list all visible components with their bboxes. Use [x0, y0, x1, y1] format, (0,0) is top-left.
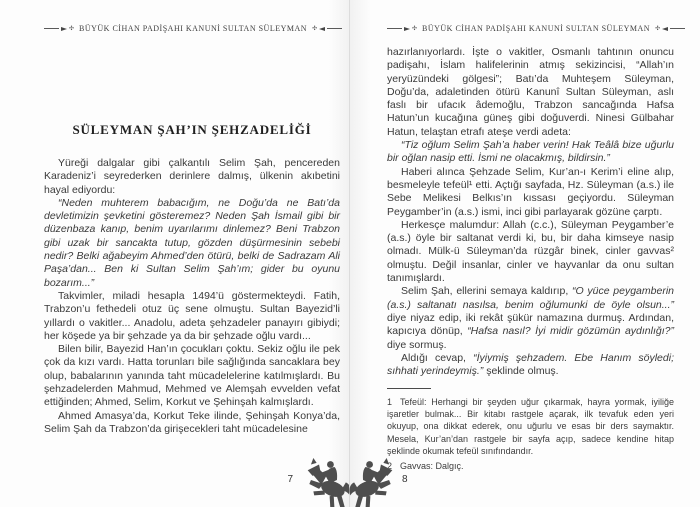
- body-text: Bilen bilir, Bayezid Han’ın çocukları çoktu. Sekiz oğlu ile pek çok da kızı vardı. Hatta torunları bile sağlığında sancaklara bey olup, babalarının yanında taht mücadelelerine katılmışlardı. Bu şehzadelerden Mahmud, Mehmed ve Alemşah evvelden vefat ettiğinden; Ahmed, Selim, Korkut ve Şehinşah kalmışlardı.: [44, 343, 340, 409]
- body-text: Yüreği dalgalar gibi çalkantılı Selim Şah, pencereden Karadeniz’i seyrederken derinlere dalmış, ülkenin akıbetini hayal ediyordu:: [44, 157, 340, 196]
- page-number-left: 7: [287, 474, 293, 485]
- quote-text: “Hafsa nasıl? İyi midir gözümün aydınlığı?”: [467, 325, 674, 338]
- body-text: hazırlanıyorlardı. İşte o vakitler, Osmanlı tahtının onuncu padişahı, İslam halifelerinin atmış sekizincisi, “Allah’ın yeryüzündeki gölgesi”; Batı’da Muhteşem Süleyman, Doğu’da, adaletinden ötürü Kanunî Sultan Süleyman, aslı faslı bir ufacık âdemoğlu, Trabzon sancağında Hafsa Hatun’un kucağına güneş gibi doğuverdi. Ninesi Gülbahar Hatun, telaştan etrafı ateşe verdi adeta:: [387, 46, 674, 138]
- running-header-right: [387, 24, 674, 33]
- body-text: diye niyaz edip, iki rekât şükür namazına durmuş. Ardından, kapıcıya dönüp,: [387, 311, 674, 338]
- ornament-line: [670, 28, 685, 29]
- body-text: şeklinde olmuş.: [483, 365, 559, 378]
- header-ornament-right: [312, 26, 342, 32]
- chapter-title: SÜLEYMAN ŞAH’IN ŞEHZADELİĞİ: [72, 122, 312, 137]
- paragraph: [44, 157, 340, 197]
- ornament-line: [387, 28, 402, 29]
- ornament-line: [327, 28, 342, 29]
- paragraph: [387, 139, 674, 166]
- fleuron-icon: ✣: [411, 25, 417, 32]
- footnotes: [387, 388, 674, 475]
- horse-rider-icon: [346, 452, 398, 507]
- footnote-list: [387, 396, 674, 472]
- ornament-line: [44, 28, 59, 29]
- running-header-title: BÜYÜK CİHAN PADİŞAHI KANUNİ SULTAN SÜLEYMAN: [79, 24, 308, 33]
- arrow-left-icon: [662, 27, 668, 31]
- footnote-number: 1: [387, 397, 393, 407]
- running-header-title: BÜYÜK CİHAN PADİŞAHI KANUNİ SULTAN SÜLEYMAN: [422, 24, 651, 33]
- paragraph: [387, 219, 674, 285]
- header-ornament-left: [387, 26, 417, 32]
- paragraph: [44, 410, 340, 437]
- arrow-left-icon: [319, 27, 325, 31]
- footnote: [387, 460, 674, 472]
- body-text: Herkesçe malumdur: Allah (c.c.), Süleyman Peygamber’e (a.s.) öyle bir saltanat verdi ki, bu, bir daha kimseye nasip olmadı. Mülk-ü Süleyman’da rüzgâr binek, cinler gavvas² olmuştu. Değil insanlar, cinler ve hayvanlar da onu sultan tanımışlardı.: [387, 218, 674, 285]
- paragraph: [44, 197, 340, 290]
- quote-text: “İyiymiş şehzadem. Ebe Hanım söyledi; sıhhati yerindeymiş.”: [387, 351, 674, 378]
- quote-text: “Neden muhterem babacığım, ne Doğu’da ne Batı’da devletimizin şevketini gösteremez? Neden Şah İsmail gibi bir düzenbaza kanıp, benim uyarılarımı dinlemez? Beni Trabzon gibi uzak bir sancakta tutup, gözden düşürmesinin sebebi nedir? Belki ağabeyim Ahmed’den ötürü, belki de Sadrazam Ali Paşa’dan... Ben ki Sultan Selim Şah’ım; gider bu oyunu bozarım...”: [44, 196, 340, 289]
- body-text: Ahmed Amasya’da, Korkut Teke ilinde, Şehinşah Konya’da, Selim Şah da Trabzon’da girişecekleri taht mücadelesine: [44, 409, 340, 435]
- footnote-text: Tefeül: Herhangi bir şeyden uğur çıkarmak, hayra yormak, iyiliğe işaretler bulmak... Bir kitabı rastgele açarak, ilk tevafuk eden yeri okuyup, ona dikkat ederek, onu uğurlu ve esas bir ders saymaktır. Mesela, Kur’an’dan rastgele bir sayfa açıp, sadece kendine hitap şeklinde okumak tefeül sınıfındandır.: [387, 397, 674, 456]
- quote-text: “Tiz oğlum Selim Şah’a haber verin! Hak Teâlâ bize uğurlu bir oğlan nasip etti. İsmi ne olacakmış, bildirsin.”: [387, 139, 674, 165]
- arrow-right-icon: [61, 27, 67, 31]
- body-text: Haberi alınca Şehzade Selim, Kur’an-ı Kerim’i eline alıp, besmeleyle tefeül¹ etti. Açtığı sayfada, Hz. Süleyman (a.s.) ile Sebe Melikesi Belkıs’ın kıssası geçiyordu. Süleyman Peygamber’in (a.s.) ismi, inci gibi parlayarak gözüne çarptı.: [387, 165, 674, 218]
- fleuron-icon: ✣: [655, 25, 661, 32]
- body-text: diye sormuş.: [387, 338, 447, 351]
- fleuron-icon: ✣: [312, 25, 318, 32]
- page-right: [350, 0, 700, 507]
- paragraph: [44, 290, 340, 343]
- page-number-right: 8: [402, 474, 408, 485]
- header-ornament-left: [44, 26, 74, 32]
- paragraph: [387, 352, 674, 379]
- left-page-body: [44, 157, 340, 436]
- quote-text: “O yüce peygamberin (a.s.) saltanatı nasılsa, benim oğlumunki de öyle olsun...”: [387, 285, 674, 311]
- footnote: [387, 396, 674, 457]
- running-header-left: [44, 24, 340, 33]
- fleuron-icon: ✣: [68, 25, 74, 32]
- paragraph: [387, 285, 674, 351]
- arrow-right-icon: [404, 27, 410, 31]
- paragraph: [44, 343, 340, 409]
- right-page-body: [387, 46, 674, 378]
- header-ornament-right: [655, 26, 685, 32]
- body-text: Takvimler, miladi hesapla 1494’ü göstermekteydi. Fatih, Trabzon’u fethedeli otuz üç sene olmuştu. Sultan Bayezid’li yıllardı o vakitler... Anadolu, adeta şehzadeler panayırı gibiydi; her köşede ya bir şehzade ya da bir şehzade oğlu vardı...: [44, 289, 340, 342]
- body-text: Aldığı cevap,: [401, 351, 474, 364]
- footnote-number: 2: [387, 461, 393, 472]
- paragraph: [387, 166, 674, 219]
- body-text: Selim Şah, ellerini semaya kaldırıp,: [401, 285, 572, 298]
- paragraph: [387, 46, 674, 139]
- footnote-text: Gavvas: Dalgıç.: [400, 461, 464, 472]
- footnote-separator: [387, 388, 431, 389]
